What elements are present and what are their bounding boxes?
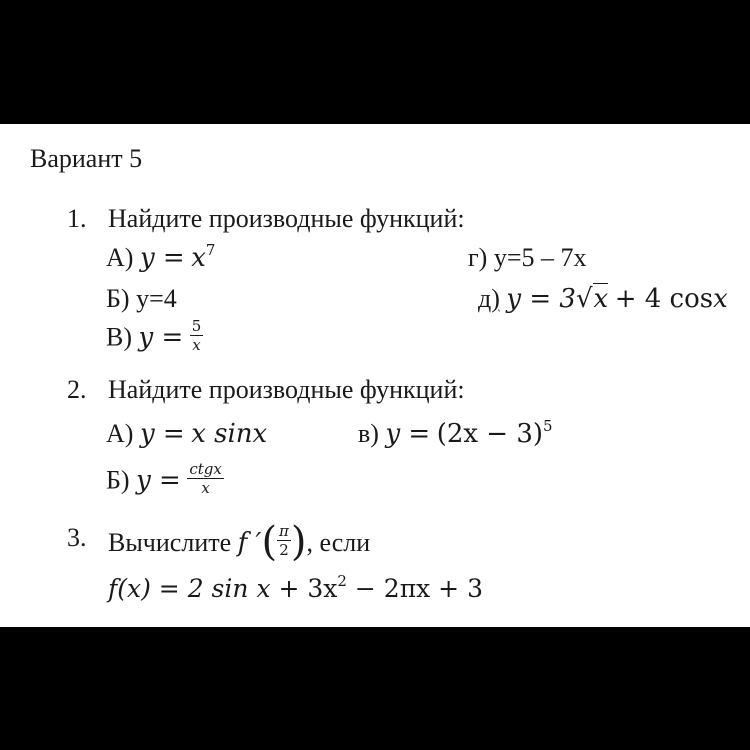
task2-item-b: [106, 460, 224, 501]
formula-exponent: 2: [337, 572, 347, 590]
item-expr: y=4: [136, 284, 177, 313]
item-label: в): [358, 419, 379, 448]
fraction: [187, 461, 224, 497]
item-label: д): [478, 284, 500, 313]
task1-item-g: [468, 245, 587, 271]
fraction-denominator: 2: [279, 540, 289, 559]
item-label: А): [106, 419, 134, 448]
formula-var: x: [256, 574, 271, 603]
task1-item-d: д) y = 3√x + 4 cosx: [478, 284, 728, 314]
fraction: [277, 523, 291, 559]
task3-number: 3.: [67, 523, 87, 552]
formula-lhs: f(x) = 2 sin: [108, 574, 249, 603]
task1-item-b: [106, 286, 177, 312]
formula-mid: + 3x: [278, 574, 338, 603]
task1-heading: Найдите производные функций:: [108, 204, 465, 233]
item-lhs: y =: [385, 419, 431, 449]
task1-item-a: [106, 241, 216, 273]
task2-item-a: [106, 421, 267, 447]
task3-statement: Вычислите f ′( $\frac{\pi}{2}$ ), если: [108, 519, 371, 565]
item-rest: + 4 cos: [614, 284, 714, 314]
task3-tail: , если: [306, 527, 371, 557]
variant-title: Вариант 5: [30, 144, 143, 173]
fraction-denominator: x: [192, 335, 201, 354]
task2-item-v: [358, 417, 553, 449]
task1-number: 1.: [67, 204, 87, 233]
fraction-numerator: π: [279, 522, 289, 541]
task2-heading: Найдите производные функций:: [108, 375, 465, 404]
formula-rest: − 2πx + 3: [354, 574, 483, 603]
fraction-denominator: x: [201, 478, 210, 497]
worksheet: [0, 124, 750, 627]
item-expr: (2x − 3): [436, 419, 544, 449]
item-exponent: 5: [543, 417, 553, 435]
item-expr: x sin: [191, 419, 253, 449]
item-label: г): [468, 243, 488, 272]
item-lhs: y =: [139, 243, 185, 273]
item-var: x: [252, 419, 268, 449]
item-lhs: y = 3: [506, 284, 576, 314]
item-lhs: y =: [139, 419, 185, 449]
task3-formula: [108, 572, 483, 603]
item-label: А): [106, 243, 134, 272]
item-label: Б): [106, 284, 130, 313]
item-var: x: [713, 284, 728, 314]
item-label: В): [106, 322, 132, 352]
item-expr: y=5 – 7x: [493, 243, 587, 272]
item-lhs: y =: [138, 322, 184, 353]
item-lhs: y =: [136, 465, 181, 496]
item-base: x: [191, 243, 206, 273]
fraction-numerator: 5: [191, 317, 202, 335]
item-radicand: x: [593, 284, 609, 314]
task1-item-v: [106, 317, 203, 358]
item-exponent: 7: [205, 241, 216, 259]
task3-func: f ′: [237, 527, 262, 558]
task3-word: Вычислите: [108, 527, 232, 557]
item-label: Б): [106, 465, 130, 495]
fraction: [190, 318, 204, 354]
task2-number: 2.: [67, 375, 87, 404]
fraction-numerator: ctgx: [189, 460, 222, 478]
